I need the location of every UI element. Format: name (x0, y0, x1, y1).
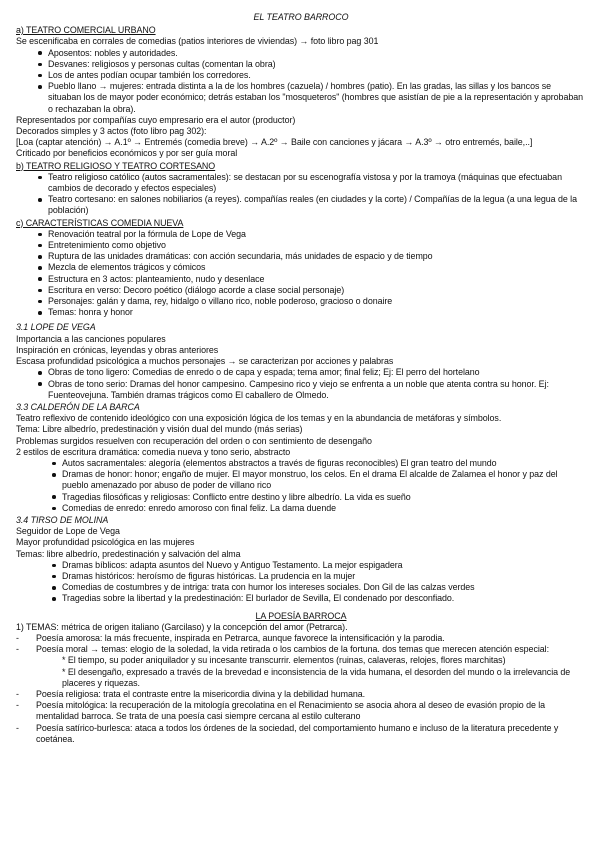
list-item: Ruptura de las unidades dramáticas: con acción secundaria, más unidades de espacio y de tiempo (38, 251, 586, 262)
list-item-text: Poesía religiosa: trata el contraste entre la misericordia divina y la debilidad humana. (36, 688, 366, 699)
list-item (16, 700, 586, 722)
list-item: Obras de tono ligero: Comedias de enredo o de capa y espada; tema amor; final feliz; Ej: El perro del hortelano (38, 367, 586, 378)
paragraph: Criticado por beneficios económicos y por ser guía moral (16, 148, 238, 159)
list-item: Comedias de enredo: enredo amoroso con final feliz. La dama duende (52, 503, 586, 514)
list-item-text: Poesía satírico-burlesca: ataca a todos los órdenes de la sociedad, del comportamiento humano e incluso de la literatura precedente y coetánea. (36, 722, 559, 744)
list-item: Renovación teatral por la fórmula de Lope de Vega (38, 229, 586, 240)
list-item: Pueblo llano → mujeres: entrada distinta a la de los hombres (cazuela) / hombres (patio). En las gradas, las sillas y los bancos se situaban los de mayor poder económico; detrás estaban los "mosqueteros" (hombres que asistían de pie a la representación y aprobaban o rechazaban la obra). (38, 81, 586, 115)
list-item: Desvanes: religiosos y personas cultas (comentan la obra) (38, 59, 586, 70)
list-item: Teatro cortesano: en salones nobiliarios (a reyes). compañías reales (en ciudades y la corte) / Compañías de la legua (a una legua de la población) (38, 194, 586, 216)
section-heading-calderon: 3.3 CALDERÓN DE LA BARCA (16, 401, 140, 412)
list-item: Comedias de costumbres y de intriga: trata con humor los intereses sociales. Don Gil de las calzas verdes (52, 582, 586, 593)
section-heading-teatro-comercial: a) TEATRO COMERCIAL URBANO (16, 25, 156, 36)
list-item: Temas: honra y honor (38, 307, 586, 318)
paragraph: [Loa (captar atención) → A.1º → Entremés (comedia breve) → A.2º → Baile con canciones y jácara → A.3º → otro entremés, baile,..] (16, 137, 533, 148)
list-item-text: Poesía moral → temas: elogio de la soledad, la vida retirada o los cambios de la fortuna. dos temas que merecen atención especial: (36, 644, 549, 655)
list-item: Aposentos: nobles y autoridades. (38, 48, 586, 59)
paragraph: Inspiración en crónicas, leyendas y obras anteriores (16, 344, 219, 355)
bullet-list (16, 560, 586, 605)
section-heading-tirso: 3.4 TIRSO DE MOLINA (16, 514, 109, 525)
list-item: Dramas bíblicos: adapta asuntos del Nuevo y Antiguo Testamento. La mejor espigadera (52, 560, 586, 571)
paragraph: Representados por compañías cuyo empresario era el autor (productor) (16, 114, 296, 125)
list-item: Dramas de honor: honor; engaño de mujer. El mayor monstruo, los celos. En el drama El alcalde de Zalamea el honor y paz del pueblo amenazado por abuso de poder de villano rico (52, 469, 586, 491)
sub-list-item: * El tiempo, su poder aniquilador y su incesante transcurrir. elementos (ruinas, calaveras, relojes, flores marchitas) (62, 655, 506, 666)
poetry-section-title: LA POESÍA BARROCA (255, 610, 347, 621)
paragraph: 1) TEMAS: métrica de origen italiano (Garcilaso) y la concepción del amor (Petrarca). (16, 621, 348, 632)
list-item: Dramas históricos: heroísmo de figuras históricas. La prudencia en la mujer (52, 571, 586, 582)
list-item: Tragedias sobre la libertad y la predestinación: El burlador de Sevilla, El condenado por desconfiado. (52, 593, 586, 604)
paragraph: Decorados simples y 3 actos (foto libro pag 302): (16, 126, 207, 137)
list-item (16, 644, 586, 655)
list-item (16, 723, 586, 745)
bullet-list (16, 48, 586, 115)
dash-marker: - (16, 632, 19, 643)
sub-list-item: * El desengaño, expresado a través de la brevedad e inconsistencia de la vida humana, el desorden del mundo o la irrelevancia de placeres y riquezas. (62, 666, 571, 688)
list-item: Mezcla de elementos trágicos y cómicos (38, 262, 586, 273)
paragraph: Tema: Libre albedrío, predestinación y visión dual del mundo (más serias) (16, 424, 303, 435)
list-item: Estructura en 3 actos: planteamiento, nudo y desenlace (38, 274, 586, 285)
list-item-text: Poesía mitológica: la recuperación de la mitología grecolatina en el Renacimiento se asocia ahora al deseo de evasión propio de la mentalidad barroca. Se trata de una poesía casi siempre cercana al estilo culterano (36, 700, 546, 722)
bullet-list (16, 229, 586, 319)
bullet-list (16, 172, 586, 217)
section-heading-teatro-religioso: b) TEATRO RELIGIOSO Y TEATRO CORTESANO (16, 160, 216, 171)
bullet-list (16, 458, 586, 514)
section-heading-lope: 3.1 LOPE DE VEGA (16, 322, 96, 333)
list-item: Escritura en verso: Decoro poético (diálogo acorde a clase social personaje) (38, 285, 586, 296)
list-item: Los de antes podían ocupar también los corredores. (38, 70, 586, 81)
bullet-list (16, 367, 586, 401)
paragraph: Temas: libre albedrío, predestinación y salvación del alma (16, 548, 241, 559)
paragraph: Teatro reflexivo de contenido ideológico con una exposición lógica de los temas y en la abundancia de metáforas y símbolos. (16, 413, 502, 424)
dash-marker: - (16, 722, 19, 733)
paragraph: Seguidor de Lope de Vega (16, 526, 120, 537)
paragraph: Problemas surgidos resuelven con recuperación del orden o con sentimiento de desengaño (16, 435, 372, 446)
list-item (16, 633, 586, 644)
list-item: Personajes: galán y dama, rey, hidalgo o villano rico, noble poderoso, gracioso o donaire (38, 296, 586, 307)
paragraph: Mayor profundidad psicológica en las mujeres (16, 537, 195, 548)
paragraph: Se escenificaba en corrales de comedias (patios interiores de viviendas) → foto libro pag 301 (16, 36, 379, 47)
dash-marker: - (16, 688, 19, 699)
list-item: Tragedias filosóficas y religiosas: Conflicto entre destino y libre albedrío. La vida es sueño (52, 492, 586, 503)
paragraph: Escasa profundidad psicológica a muchos personajes → se caracterizan por acciones y palabras (16, 356, 394, 367)
list-item (16, 689, 586, 700)
list-item: Teatro religioso católico (autos sacramentales): se destacan por su escenografía vistosa y por la tramoya (máquinas que efectuaban cambios de decorado y efectos especiales) (38, 172, 586, 194)
dash-marker: - (16, 700, 19, 711)
section-heading-caracteristicas: c) CARACTERÍSTICAS COMEDIA NUEVA (16, 217, 184, 228)
document-title: EL TEATRO BARROCO (253, 12, 349, 22)
paragraph: 2 estilos de escritura dramática: comedia nueva y tono serio, abstracto (16, 446, 291, 457)
list-item-text: Poesía amorosa: la más frecuente, inspirada en Petrarca, aunque favorece la intensificación y la parodia. (36, 632, 445, 643)
paragraph: Importancia a las canciones populares (16, 333, 166, 344)
dash-marker: - (16, 644, 19, 655)
list-item: Entretenimiento como objetivo (38, 240, 586, 251)
list-item: Autos sacramentales: alegoría (elementos abstractos a través de figuras reconocibles) El gran teatro del mundo (52, 458, 586, 469)
list-item: Obras de tono serio: Dramas del honor campesino. Campesino rico y viejo se enfrenta a un noble que atenta contra su honor. Ej: Fuenteovejuna. También dramas trágicos como El caballero de Olmedo. (38, 379, 586, 401)
